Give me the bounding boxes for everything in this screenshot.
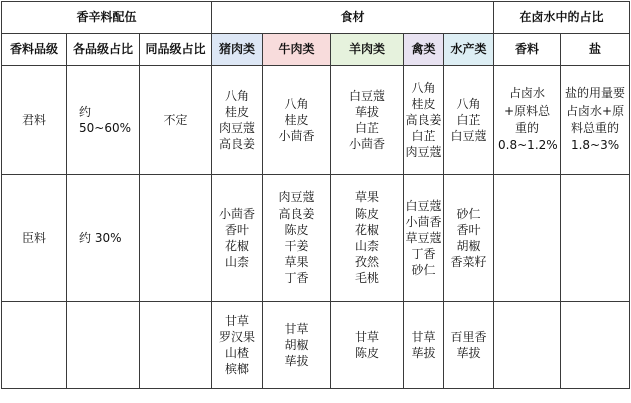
spice-item: 山柰 — [225, 255, 250, 270]
spice-item: 罗汉果 — [219, 329, 256, 344]
beef-spices-cell — [263, 66, 331, 175]
spice-item: 胡椒 — [456, 239, 481, 253]
spice-item: 草豆蔻 — [405, 230, 442, 245]
spice-item: 荜拔 — [411, 346, 436, 360]
spice-item: 小茴香 — [219, 206, 256, 221]
spice-item: 丁香 — [411, 247, 436, 262]
same-grade-ratio-cell — [140, 302, 212, 389]
grade-ratio-cell: 约 30% — [67, 175, 140, 302]
spice-item: 槟榔 — [225, 362, 250, 377]
pork-spices-cell — [212, 175, 263, 302]
spice-item: 荜拔 — [456, 346, 481, 360]
spice-item: 陈皮 — [284, 222, 309, 237]
pork-spices-cell — [212, 66, 263, 175]
spice-item: 干姜 — [284, 239, 309, 253]
spice-item: 肉豆蔻 — [405, 145, 442, 160]
spice-item: 陈皮 — [355, 346, 380, 360]
spice-item: 山柰 — [355, 239, 380, 253]
seafood-spices-cell — [444, 302, 494, 389]
spice-item: 山楂 — [225, 346, 250, 360]
spice-item: 白芷 — [355, 121, 380, 135]
seafood-spices-cell — [444, 66, 494, 175]
spice-item: 甘草 — [284, 321, 309, 336]
spice-item: 花椒 — [355, 222, 380, 237]
spice-item: 桂皮 — [225, 104, 250, 119]
spice-item: 肉豆蔻 — [278, 190, 315, 205]
spice-item: 草果 — [284, 255, 309, 270]
spice-ratio-cell: 占卤水+原料总重的 0.8~1.2% — [494, 66, 561, 175]
spice-item: 八角 — [225, 88, 250, 103]
seafood-spices-cell — [444, 175, 494, 302]
spice-item: 花椒 — [225, 239, 250, 253]
ingredients-header: 食材 — [212, 2, 494, 34]
spice-item: 砂仁 — [456, 206, 481, 221]
header-row — [2, 2, 630, 34]
poultry-spices-cell — [404, 302, 444, 389]
same-grade-ratio-cell — [140, 175, 212, 302]
spice-grade-header: 香料品级 — [2, 34, 67, 66]
spice-item: 荜拔 — [355, 104, 380, 119]
spice-item: 小茴香 — [278, 129, 315, 144]
spice-item: 桂皮 — [411, 96, 436, 111]
table-row — [2, 66, 630, 175]
mutton-spices-cell — [331, 66, 404, 175]
spice-pairing-table — [1, 1, 630, 389]
pork-header: 猪肉类 — [212, 34, 263, 66]
spice-item: 高良姜 — [278, 206, 315, 221]
beef-spices-cell — [263, 175, 331, 302]
spice-item: 陈皮 — [355, 206, 380, 221]
spice-item: 孜然 — [355, 255, 380, 270]
grade-ratio-header: 各品级占比 — [67, 34, 140, 66]
salt-ratio-cell — [561, 175, 630, 302]
spice-item: 白芷 — [456, 112, 481, 127]
mutton-spices-cell — [331, 302, 404, 389]
same-grade-ratio-header: 同品级占比 — [140, 34, 212, 66]
salt-ratio-cell: 盐的用量要占卤水+原料总重的 1.8~3% — [561, 66, 630, 175]
brine-ratio-header: 在卤水中的占比 — [494, 2, 630, 34]
grade-cell: 臣料 — [2, 175, 67, 302]
mutton-spices-cell — [331, 175, 404, 302]
spice-item: 肉豆蔻 — [219, 121, 256, 135]
spice-item: 白豆蔻 — [405, 198, 442, 213]
spice-item: 草果 — [355, 190, 380, 205]
seafood-header: 水产类 — [444, 34, 494, 66]
spice-item: 高良姜 — [405, 112, 442, 127]
spice-item: 桂皮 — [284, 112, 309, 127]
spice-group-header: 香辛料配伍 — [2, 2, 212, 34]
grade-ratio-cell: 约 50~60% — [67, 66, 140, 175]
grade-cell: 君料 — [2, 66, 67, 175]
beef-header: 牛肉类 — [263, 34, 331, 66]
spice-item: 香叶 — [456, 222, 481, 237]
spice-item: 白芷 — [411, 129, 436, 144]
mutton-header: 羊肉类 — [331, 34, 404, 66]
spice-item: 白豆蔻 — [450, 129, 487, 144]
spice-item: 八角 — [456, 96, 481, 111]
spice-item: 砂仁 — [411, 263, 436, 278]
same-grade-ratio-cell: 不定 — [140, 66, 212, 175]
grade-cell — [2, 302, 67, 389]
table-row — [2, 175, 630, 302]
spice-item: 香菜籽 — [450, 255, 487, 270]
spice-item: 毛桃 — [355, 271, 380, 286]
poultry-header: 禽类 — [404, 34, 444, 66]
spice-item: 高良姜 — [219, 137, 256, 152]
spice-item: 胡椒 — [284, 337, 309, 352]
table-row — [2, 302, 630, 389]
salt-header: 盐 — [561, 34, 630, 66]
subheader-row — [2, 34, 630, 66]
spice-item: 小茴香 — [349, 137, 386, 152]
salt-ratio-cell — [561, 302, 630, 389]
spice-header: 香料 — [494, 34, 561, 66]
poultry-spices-cell — [404, 175, 444, 302]
spice-item: 白豆蔻 — [349, 88, 386, 103]
spice-ratio-cell — [494, 302, 561, 389]
poultry-spices-cell — [404, 66, 444, 175]
spice-item: 荜拔 — [284, 354, 309, 369]
spice-item: 甘草 — [225, 313, 250, 328]
spice-item: 小茴香 — [405, 214, 442, 229]
pork-spices-cell — [212, 302, 263, 389]
beef-spices-cell — [263, 302, 331, 389]
spice-item: 百里香 — [450, 329, 487, 344]
spice-item: 甘草 — [355, 329, 380, 344]
spice-item: 八角 — [411, 80, 436, 95]
spice-item: 香叶 — [225, 222, 250, 237]
grade-ratio-cell — [67, 302, 140, 389]
spice-item: 丁香 — [284, 271, 309, 286]
spice-ratio-cell — [494, 175, 561, 302]
spice-item: 甘草 — [411, 329, 436, 344]
spice-item: 八角 — [284, 96, 309, 111]
